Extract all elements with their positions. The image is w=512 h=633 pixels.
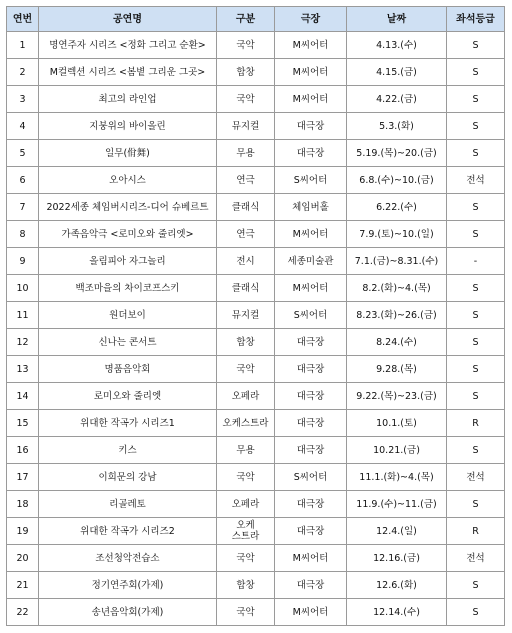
cell-title: 가족음악극 <로미오와 줄리엣> [39, 221, 217, 248]
cell-seat: S [447, 572, 505, 599]
cell-no: 13 [7, 356, 39, 383]
cell-genre: 오케스트라 [217, 410, 275, 437]
cell-seat: S [447, 59, 505, 86]
table-row [7, 248, 505, 275]
cell-no: 5 [7, 140, 39, 167]
cell-date: 8.2.(화)~4.(목) [347, 275, 447, 302]
cell-no: 3 [7, 86, 39, 113]
cell-no: 8 [7, 221, 39, 248]
cell-date: 10.1.(토) [347, 410, 447, 437]
cell-seat: S [447, 383, 505, 410]
cell-genre: 클래식 [217, 194, 275, 221]
cell-genre: 오케 스트라 [217, 518, 275, 545]
cell-date: 11.1.(화)~4.(목) [347, 464, 447, 491]
cell-title: 이희문의 강남 [39, 464, 217, 491]
header-venue: 극장 [275, 7, 347, 32]
cell-date: 4.13.(수) [347, 32, 447, 59]
cell-title: 일무(佾舞) [39, 140, 217, 167]
cell-title: M컬렉션 시리즈 <봄볕 그리운 그곳> [39, 59, 217, 86]
cell-no: 2 [7, 59, 39, 86]
cell-genre: 오페라 [217, 383, 275, 410]
cell-genre: 뮤지컬 [217, 113, 275, 140]
cell-venue: 대극장 [275, 518, 347, 545]
table-row [7, 275, 505, 302]
table-row [7, 599, 505, 626]
cell-venue: 대극장 [275, 140, 347, 167]
cell-seat: S [447, 113, 505, 140]
cell-genre: 국악 [217, 599, 275, 626]
table-row [7, 464, 505, 491]
cell-no: 18 [7, 491, 39, 518]
cell-date: 9.22.(목)~23.(금) [347, 383, 447, 410]
header-seat: 좌석등급 [447, 7, 505, 32]
table-row [7, 167, 505, 194]
cell-no: 1 [7, 32, 39, 59]
cell-date: 7.9.(토)~10.(일) [347, 221, 447, 248]
cell-venue: S씨어터 [275, 302, 347, 329]
cell-title: 2022세종 체임버시리즈-디어 슈베르트 [39, 194, 217, 221]
cell-genre: 국악 [217, 32, 275, 59]
cell-genre: 국악 [217, 86, 275, 113]
cell-title: 위대한 작곡가 시리즈2 [39, 518, 217, 545]
table-row [7, 140, 505, 167]
cell-date: 4.15.(금) [347, 59, 447, 86]
cell-no: 10 [7, 275, 39, 302]
table-row [7, 302, 505, 329]
cell-date: 12.4.(일) [347, 518, 447, 545]
header-title: 공연명 [39, 7, 217, 32]
cell-no: 17 [7, 464, 39, 491]
cell-seat: S [447, 140, 505, 167]
table-header-row [7, 7, 505, 32]
cell-date: 6.8.(수)~10.(금) [347, 167, 447, 194]
cell-genre: 클래식 [217, 275, 275, 302]
cell-title: 송년음악회(가제) [39, 599, 217, 626]
cell-date: 6.22.(수) [347, 194, 447, 221]
cell-title: 신나는 콘서트 [39, 329, 217, 356]
cell-date: 8.23.(화)~26.(금) [347, 302, 447, 329]
cell-seat: 전석 [447, 167, 505, 194]
cell-genre: 무용 [217, 140, 275, 167]
cell-genre: 국악 [217, 464, 275, 491]
table-row [7, 86, 505, 113]
header-no: 연번 [7, 7, 39, 32]
cell-seat: R [447, 410, 505, 437]
cell-seat: 전석 [447, 545, 505, 572]
cell-no: 6 [7, 167, 39, 194]
cell-title: 오아시스 [39, 167, 217, 194]
cell-venue: 대극장 [275, 572, 347, 599]
cell-venue: M씨어터 [275, 86, 347, 113]
cell-venue: M씨어터 [275, 221, 347, 248]
cell-no: 21 [7, 572, 39, 599]
table-row [7, 518, 505, 545]
cell-title: 최고의 라인업 [39, 86, 217, 113]
cell-genre: 뮤지컬 [217, 302, 275, 329]
cell-seat: S [447, 221, 505, 248]
cell-no: 7 [7, 194, 39, 221]
cell-seat: 전석 [447, 464, 505, 491]
table-row [7, 383, 505, 410]
cell-genre: 합창 [217, 572, 275, 599]
cell-venue: 대극장 [275, 356, 347, 383]
table-row [7, 410, 505, 437]
cell-date: 7.1.(금)~8.31.(수) [347, 248, 447, 275]
cell-seat: R [447, 518, 505, 545]
table-row [7, 491, 505, 518]
cell-title: 키스 [39, 437, 217, 464]
cell-venue: M씨어터 [275, 275, 347, 302]
cell-venue: M씨어터 [275, 545, 347, 572]
cell-date: 12.14.(수) [347, 599, 447, 626]
footnote [250, 624, 500, 633]
table-row [7, 32, 505, 59]
cell-seat: S [447, 86, 505, 113]
cell-seat: S [447, 437, 505, 464]
table-row [7, 545, 505, 572]
cell-title: 올림피아 자그놀리 [39, 248, 217, 275]
cell-genre: 합창 [217, 59, 275, 86]
cell-seat: S [447, 32, 505, 59]
cell-seat: S [447, 356, 505, 383]
header-genre: 구분 [217, 7, 275, 32]
cell-title: 지붕위의 바이올린 [39, 113, 217, 140]
cell-seat: S [447, 302, 505, 329]
cell-date: 12.6.(화) [347, 572, 447, 599]
cell-no: 14 [7, 383, 39, 410]
cell-title: 명품음악회 [39, 356, 217, 383]
cell-date: 8.24.(수) [347, 329, 447, 356]
cell-title: 명연주자 시리즈 <정화 그리고 순환> [39, 32, 217, 59]
performance-table [6, 6, 505, 626]
table-row [7, 356, 505, 383]
cell-title: 로미오와 줄리엣 [39, 383, 217, 410]
cell-date: 4.22.(금) [347, 86, 447, 113]
cell-seat: S [447, 599, 505, 626]
cell-venue: S씨어터 [275, 167, 347, 194]
cell-genre: 연극 [217, 221, 275, 248]
cell-venue: M씨어터 [275, 599, 347, 626]
cell-venue: 대극장 [275, 410, 347, 437]
cell-seat: S [447, 275, 505, 302]
table-row [7, 329, 505, 356]
cell-no: 15 [7, 410, 39, 437]
table-row [7, 113, 505, 140]
cell-venue: 세종미술관 [275, 248, 347, 275]
cell-date: 9.28.(목) [347, 356, 447, 383]
table-row [7, 572, 505, 599]
cell-date: 5.3.(화) [347, 113, 447, 140]
cell-no: 4 [7, 113, 39, 140]
cell-venue: 체임버홀 [275, 194, 347, 221]
cell-venue: M씨어터 [275, 59, 347, 86]
cell-no: 20 [7, 545, 39, 572]
cell-title: 조선청악전습소 [39, 545, 217, 572]
cell-title: 리골레토 [39, 491, 217, 518]
cell-genre: 무용 [217, 437, 275, 464]
cell-venue: 대극장 [275, 113, 347, 140]
cell-genre: 연극 [217, 167, 275, 194]
table-row [7, 194, 505, 221]
cell-venue: 대극장 [275, 383, 347, 410]
cell-title: 위대한 작곡가 시리즈1 [39, 410, 217, 437]
cell-venue: M씨어터 [275, 32, 347, 59]
cell-genre: 오페라 [217, 491, 275, 518]
cell-title: 정기연주회(가제) [39, 572, 217, 599]
header-date: 날짜 [347, 7, 447, 32]
cell-genre: 전시 [217, 248, 275, 275]
cell-genre: 합창 [217, 329, 275, 356]
table-row [7, 221, 505, 248]
cell-date: 10.21.(금) [347, 437, 447, 464]
cell-venue: 대극장 [275, 329, 347, 356]
cell-title: 원더보이 [39, 302, 217, 329]
cell-genre: 국악 [217, 545, 275, 572]
cell-venue: S씨어터 [275, 464, 347, 491]
cell-no: 16 [7, 437, 39, 464]
cell-no: 12 [7, 329, 39, 356]
cell-no: 9 [7, 248, 39, 275]
table-row [7, 59, 505, 86]
cell-date: 11.9.(수)~11.(금) [347, 491, 447, 518]
cell-date: 5.19.(목)~20.(금) [347, 140, 447, 167]
cell-title: 백조마을의 차이코프스키 [39, 275, 217, 302]
cell-seat: S [447, 194, 505, 221]
cell-date: 12.16.(금) [347, 545, 447, 572]
cell-seat: S [447, 491, 505, 518]
cell-no: 19 [7, 518, 39, 545]
cell-no: 22 [7, 599, 39, 626]
cell-venue: 대극장 [275, 491, 347, 518]
cell-genre: 국악 [217, 356, 275, 383]
cell-no: 11 [7, 302, 39, 329]
cell-seat: - [447, 248, 505, 275]
cell-seat: S [447, 329, 505, 356]
table-row [7, 437, 505, 464]
cell-venue: 대극장 [275, 437, 347, 464]
